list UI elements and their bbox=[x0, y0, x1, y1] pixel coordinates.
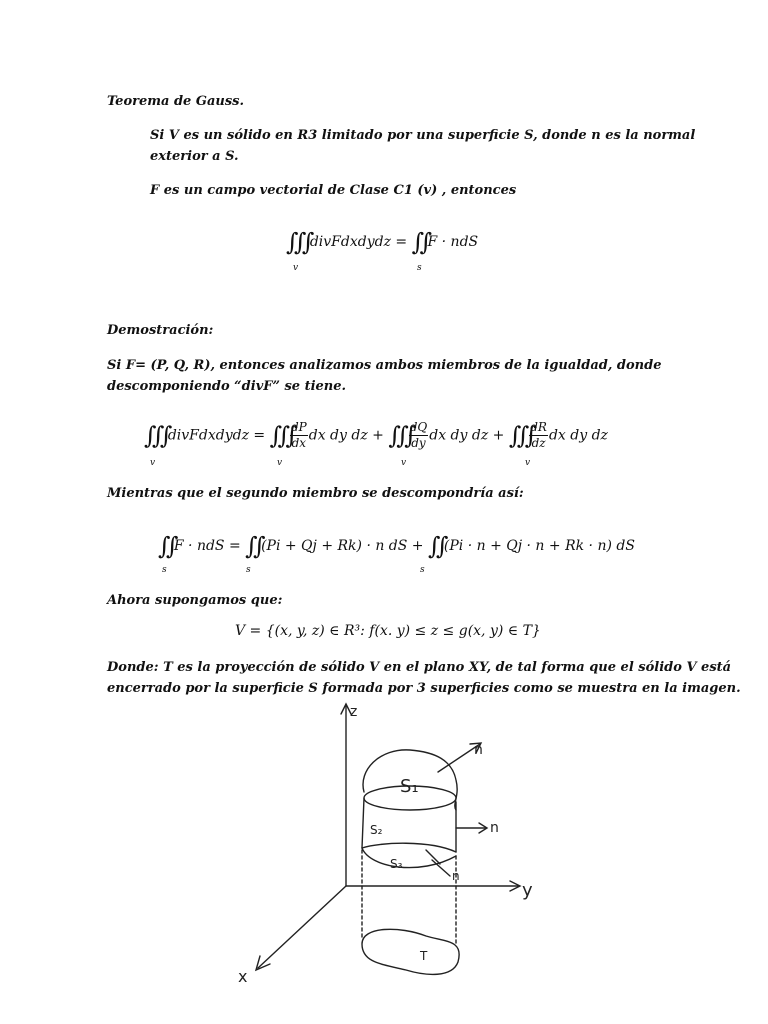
eq2-tail-2: dx dy dz + bbox=[429, 427, 505, 444]
eq1-rhs: F · ndS bbox=[427, 234, 479, 250]
eq3-sub-3: s bbox=[420, 565, 425, 575]
label-region-t: T bbox=[420, 949, 428, 963]
eq2-tail-1: dx dy dz + bbox=[308, 427, 384, 444]
label-n-bottom: n bbox=[452, 869, 460, 883]
where-line-2: encerrado por la superficie S formada por 3 superficies como se muestra en la imagen. bbox=[107, 681, 741, 696]
eq2-frac-r: $\frac{dR}{dz}$ bbox=[530, 420, 547, 450]
suppose-line: Ahora supongamos que: bbox=[107, 593, 283, 608]
eq2-frac-p: $\frac{dP}{dx}$ bbox=[290, 420, 307, 450]
eq2-lhs: divFdxdydz = bbox=[167, 427, 266, 444]
demo-line-2: descomponiendo “divF” se tiene. bbox=[107, 379, 347, 394]
label-n-side: n bbox=[490, 820, 499, 836]
axis-z-label: z bbox=[350, 704, 358, 720]
equation-gauss: ∭ divFdxdydz = ∬ F · ndS bbox=[286, 228, 479, 256]
demo-heading: Demostración: bbox=[107, 323, 214, 338]
eq2-sub-1: v bbox=[150, 458, 156, 468]
solid-figure bbox=[230, 700, 550, 990]
second-member-line: Mientras que el segundo miembro se descompondría así: bbox=[107, 486, 524, 501]
eq2-sub-4: v bbox=[525, 458, 531, 468]
region-t bbox=[362, 929, 459, 974]
demo-line-1: Si F= (P, Q, R), entonces analizamos ambos miembros de la igualdad, donde bbox=[107, 358, 662, 373]
label-s1: S₁ bbox=[400, 776, 419, 797]
document-title: Teorema de Gauss. bbox=[107, 94, 244, 109]
label-n-top: n bbox=[474, 742, 483, 758]
equation-div-expansion: ∭ divFdxdydz = ∭ $\frac{dP}{dx}$ dx dy dz + ∭ $\frac{dQ}{dy}$ dx dy dz + ∭ $\frac{dR}{dz}$ dx dy dz bbox=[144, 420, 608, 450]
eq3-lhs: F · ndS = bbox=[173, 538, 241, 554]
set-definition: V = {(x, y, z) ∈ R³: f(x. y) ≤ z ≤ g(x, y) ∈ T} bbox=[235, 623, 541, 639]
surface-s3 bbox=[362, 848, 456, 868]
eq2-frac-q: $\frac{dQ}{dy}$ bbox=[409, 420, 428, 450]
eq3-sub-1: s bbox=[162, 565, 167, 575]
eq2-tail-3: dx dy dz bbox=[548, 427, 608, 444]
eq1-subscript-s: s bbox=[417, 263, 422, 273]
label-s2: S₂ bbox=[370, 823, 383, 837]
field-line: F es un campo vectorial de Clase C1 (v) , entonces bbox=[150, 183, 517, 198]
axis-x-label: x bbox=[238, 967, 248, 986]
label-s3: S₃ bbox=[390, 857, 403, 871]
eq3-sub-2: s bbox=[246, 565, 251, 575]
eq1-subscript-v: v bbox=[293, 263, 299, 273]
eq3-rhs: (Pi · n + Qj · n + Rk · n) dS bbox=[443, 538, 635, 554]
intro-line-1: Si V es un sólido en R3 limitado por una superficie S, donde n es la normal bbox=[150, 128, 696, 143]
x-axis bbox=[258, 886, 346, 968]
equation-flux-expansion: ∬ F · ndS = ∬ (Pi + Qj + Rk) · n dS + ∬ (Pi · n + Qj · n + Rk · n) dS bbox=[158, 532, 635, 560]
where-line-1: Donde: T es la proyección de sólido V en el plano XY, de tal forma que el sólido V está bbox=[107, 660, 732, 675]
intro-line-2: exterior a S. bbox=[150, 149, 239, 164]
eq2-sub-3: v bbox=[401, 458, 407, 468]
eq1-lhs: divFdxdydz = bbox=[309, 234, 408, 250]
eq2-sub-2: v bbox=[277, 458, 283, 468]
axis-y-label: y bbox=[522, 880, 533, 901]
eq3-mid: (Pi + Qj + Rk) · n dS + bbox=[261, 538, 424, 554]
